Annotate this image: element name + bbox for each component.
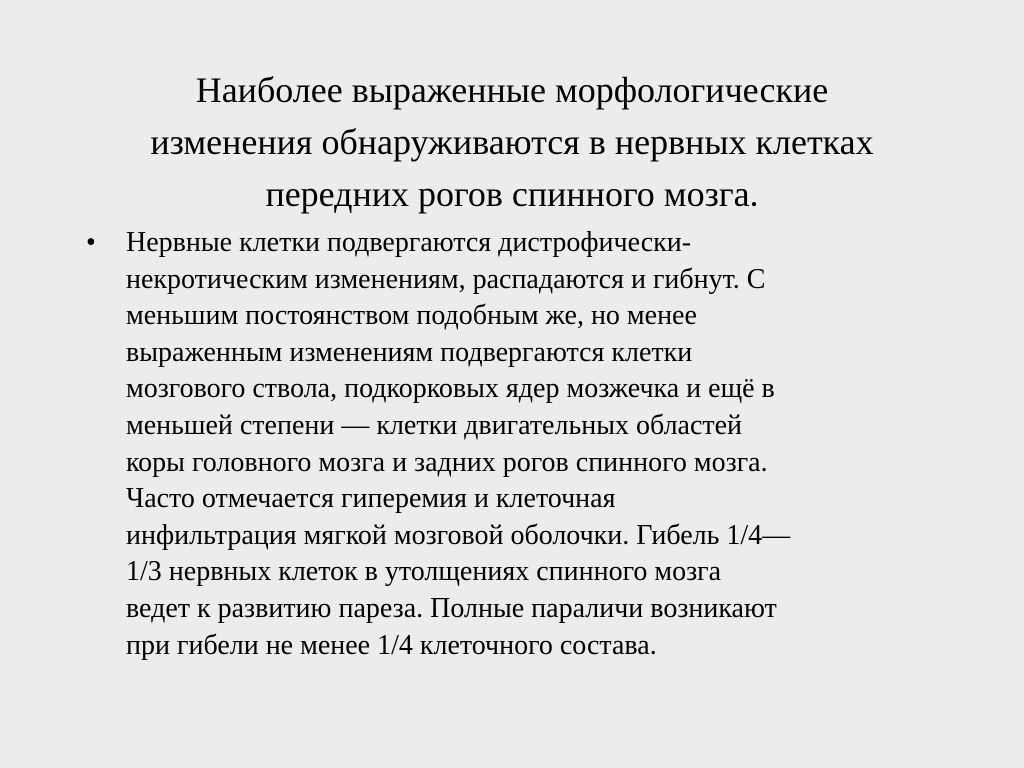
bullet-line: коры головного мозга и задних рогов спинного мозга.: [126, 446, 768, 478]
bullet-line: меньшим постоянством подобным же, но менее: [126, 300, 697, 332]
bullet-line: 1/3 нервных клеток в утолщениях спинного мозга: [126, 556, 722, 588]
title-line: передних рогов спинного мозга.: [265, 174, 759, 214]
bullet-line: меньшей степени — клетки двигательных областей: [126, 409, 743, 441]
bullet-line: Часто отмечается гиперемия и клеточная: [126, 483, 616, 515]
bullet-line: при гибели не менее 1/4 клеточного состава.: [126, 629, 657, 661]
slide-title: [60, 64, 964, 220]
bullet-line: выраженным изменениям подвергаются клетки: [126, 336, 693, 368]
bullet-text: [126, 225, 1024, 664]
title-line: изменения обнаруживаются в нервных клетках: [150, 122, 874, 162]
bullet-line: ведет к развитию пареза. Полные параличи возникают: [126, 592, 777, 624]
bullet-marker: •: [86, 227, 96, 258]
bullet-line: Нервные клетки подвергаются дистрофически-: [126, 227, 692, 258]
title-line: Наиболее выраженные морфологические: [195, 70, 829, 110]
bullet-line: мозгового ствола, подкорковых ядер мозжечка и ещё в: [126, 373, 775, 405]
bullet-line: инфильтрация мягкой мозговой оболочки. Гибель 1/4—: [126, 519, 791, 551]
bullet-item: [0, 225, 1024, 664]
bullet-line: некротическим изменениям, распадаются и гибнут. С: [126, 263, 766, 295]
bullet-list: [0, 225, 1024, 664]
